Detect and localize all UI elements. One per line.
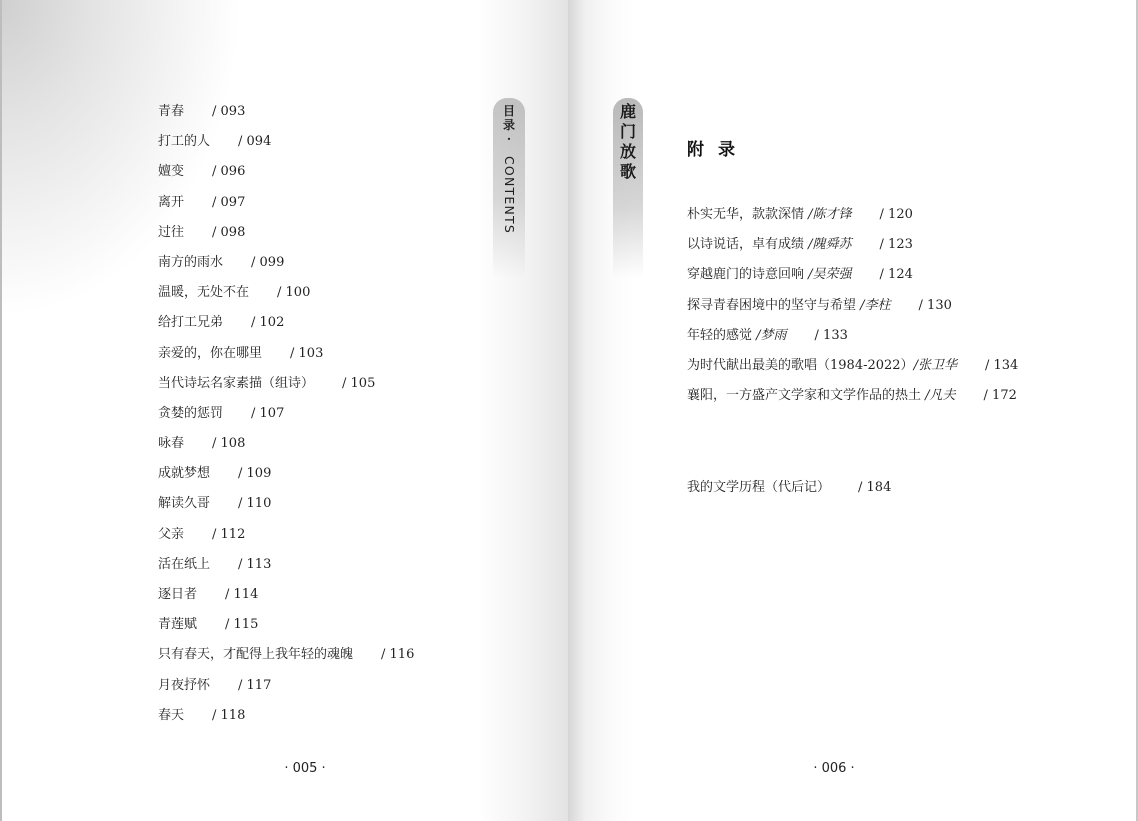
toc-entry-page: / 115 [225,617,259,633]
toc-entry[interactable] [158,676,414,706]
toc-entry-title: 给打工兄弟 [158,315,224,331]
toc-entry-title: 解读久哥 [158,496,211,512]
toc-entry[interactable] [158,283,414,313]
toc-entry-page: / 184 [858,480,892,495]
toc-entry[interactable] [158,374,414,404]
toc-entry-page: / 097 [212,194,246,210]
toc-entry-page: / 124 [879,267,913,283]
toc-entry-title: 温暖，无处不在 [158,285,250,301]
toc-entry[interactable] [687,265,1018,295]
book-title-char: 门 [619,122,636,141]
contents-label-char: 录 [502,118,515,132]
toc-entry-page: / 108 [212,436,246,452]
toc-entry[interactable] [687,386,1018,416]
toc-entry-title: 咏春 [158,436,185,452]
toc-entry-title: 贪婪的惩罚 [158,405,224,421]
toc-entry-title: 月夜抒怀 [158,677,211,693]
toc-entry[interactable] [158,555,414,585]
toc-entry-page: / 113 [238,556,272,572]
toc-entry-page: / 094 [238,134,272,150]
page-number: · 006 · [813,761,855,776]
toc-entry-title: 亲爱的，你在哪里 [158,345,263,361]
toc-entry-author: /凡夫 [925,388,956,404]
toc-entry[interactable] [687,205,1018,235]
toc-entry[interactable] [158,193,414,223]
toc-entry-author: /张卫华 [913,357,957,373]
toc-entry-title: 南方的雨水 [158,254,224,270]
toc-entry-page: / 093 [212,104,246,119]
toc-entry-page: / 134 [984,357,1019,373]
toc-entry-title: 为时代献出最美的歌唱（1984-2022） [687,357,914,373]
toc-entry-page: / 117 [238,677,272,693]
toc-entry-title: 只有春天，才配得上我年轻的魂魄 [158,647,354,663]
toc-entry[interactable] [158,494,414,524]
toc-entry-title: 探寻青春困境中的坚守与希望 [687,297,857,313]
toc-entry-title: 春天 [158,707,185,723]
toc-entry-page: / 102 [251,315,285,331]
toc-entry-page: / 107 [251,405,285,421]
toc-entry-page: / 099 [251,254,285,270]
toc-entry-author: /隗舜苏 [808,237,852,253]
toc-entry[interactable] [158,706,414,736]
toc-entry-title: 青莲赋 [158,617,198,633]
toc-entry-title: 以诗说话，卓有成绩 [687,237,805,253]
toc-entry-author: /梦雨 [756,327,787,343]
toc-entry-page: / 103 [290,345,324,361]
toc-entry[interactable] [158,434,414,464]
toc-entry-title: 父亲 [158,526,185,542]
toc-entry[interactable] [687,326,1018,356]
toc-entry-title: 穿越鹿门的诗意回响 [687,267,805,283]
toc-entry-title: 嬗变 [158,164,185,180]
contents-label-char: · [506,132,512,146]
book-title-char: 鹿 [619,102,636,121]
toc-entry-page: / 098 [212,224,246,240]
contents-label-en: CONTENTS [502,156,517,234]
toc-entry[interactable] [687,296,1018,326]
toc-entry-title: 打工的人 [158,134,211,150]
book-title-tag [613,98,643,278]
toc-entry[interactable] [158,645,414,675]
toc-entry-page: / 120 [879,207,913,222]
toc-entry-page: / 110 [238,496,272,512]
contents-label [493,98,525,278]
toc-entry-page: / 105 [342,375,376,391]
toc-entry[interactable] [158,223,414,253]
section-heading: 附录 [687,140,749,160]
toc-entry[interactable] [687,235,1018,265]
toc-entry-page: / 112 [212,526,246,542]
toc-entry[interactable] [158,525,414,555]
toc-entry-author: /李柱 [860,297,891,313]
toc-entry-title: 离开 [158,194,185,210]
right-page [568,0,1138,821]
toc-entry[interactable] [158,132,414,162]
toc-entry-title: 我的文学历程（代后记） [687,480,831,495]
toc-entry-title: 过往 [158,224,185,240]
toc-entry-page: / 133 [814,327,848,343]
toc-entry-page: / 172 [983,388,1017,404]
toc-entry[interactable] [158,585,414,615]
toc-entry-title: 年轻的感觉 [687,327,753,343]
toc-entry[interactable] [158,344,414,374]
toc-entry[interactable] [687,356,1018,386]
toc-entry[interactable] [158,102,414,132]
toc-entry-page: / 109 [238,466,272,482]
toc-entry-title: 襄阳，一方盛产文学家和文学作品的热土 [687,388,922,404]
contents-label-char: 目 [502,104,515,118]
toc-entry-title: 青春 [158,104,185,119]
toc-entry-author: /陈才锋 [808,207,852,222]
toc-entry-page: / 118 [212,707,246,723]
toc-entry-page: / 116 [381,647,415,663]
toc-entry[interactable] [158,464,414,494]
book-title-char: 放 [619,142,636,161]
toc-entry-page: / 114 [225,587,259,602]
book-title-char: 歌 [619,162,636,181]
toc-entry-author: /吴荣强 [808,267,852,283]
toc-list-right [687,205,1018,416]
toc-entry-page: / 123 [879,237,913,253]
toc-entry-page: / 100 [277,285,311,301]
toc-entry[interactable] [158,253,414,283]
toc-entry[interactable] [158,404,414,434]
toc-entry-title: 成就梦想 [158,466,211,482]
toc-entry-page: / 130 [918,297,952,313]
page-number: · 005 · [284,761,326,776]
toc-list-left [158,102,414,736]
toc-entry-afterword[interactable] [687,478,891,498]
toc-entry[interactable] [158,313,414,343]
toc-entry-title: 逐日者 [158,587,198,602]
left-page [0,0,568,821]
toc-entry[interactable] [158,615,414,645]
toc-entry-page: / 096 [212,164,246,180]
toc-entry-title: 当代诗坛名家素描（组诗） [158,375,315,391]
toc-entry[interactable] [158,162,414,192]
toc-entry-title: 活在纸上 [158,556,211,572]
toc-entry-title: 朴实无华，款款深情 [687,207,805,222]
